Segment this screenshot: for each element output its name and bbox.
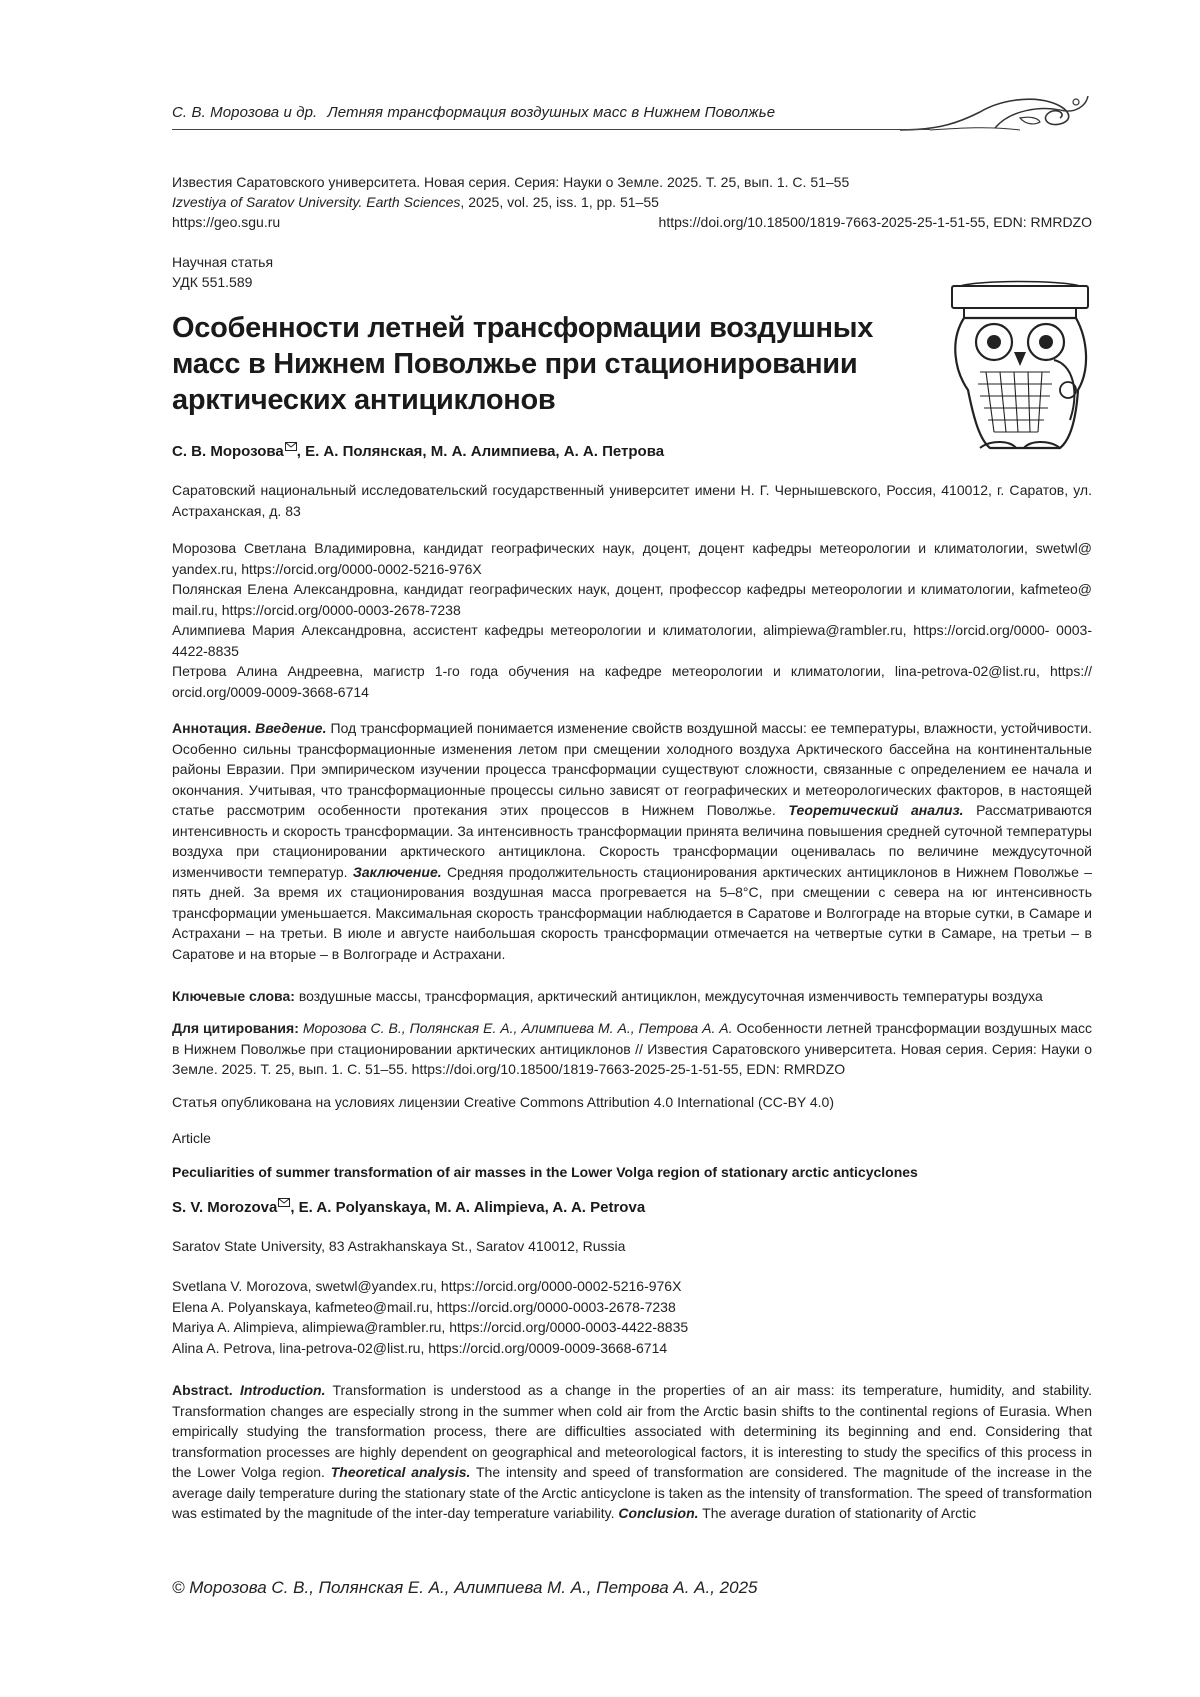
author-detail-en: Elena A. Polyanskaya, kafmeteo@mail.ru, https://orcid.org/0000-0003-2678-7238 <box>172 1298 676 1315</box>
journal-en-title: Izvestiya of Saratov University. Earth Sciences <box>172 194 461 210</box>
journal-ru: Известия Саратовского университета. Новая серия. Серия: Науки о Земле. 2025. Т. 25, вып. 1. С. 51–55 <box>172 174 850 190</box>
author-detail-en: Alina A. Petrova, lina-petrova-02@list.ru, https://orcid.org/0009-0009-3668-6714 <box>172 1339 668 1356</box>
running-head-title: Летняя трансформация воздушных масс в Нижнем Поволжье <box>327 104 776 121</box>
keywords-label: Ключевые слова: <box>172 988 295 1004</box>
keywords-ru <box>172 986 1092 1007</box>
conclusion-text: Средняя продолжительность стационирования арктических антициклонов в Нижнем Поволжье – пять дней. За время их стационирования воздушная масса прогревается на 5–8°С, при смещении с севера на юг интенсивность трансформации уменьшается. Максимальная скорость трансформации наблюдается в Саратове и Волгограде на вторые сутки, в Самаре и Астрахани – на третьи. В июле и августе наибольшая скорость трансформации отмечается на четвертые сутки в Самаре, на третьи – в Саратове и на вторые – в Волгограде и Астрахани. <box>172 863 1092 962</box>
journal-doi-link[interactable]: https://doi.org/10.18500/1819-7663-2025-25-1-51-55, EDN: RMRDZO <box>658 214 1092 230</box>
citation-authors: Морозова С. В., Полянская Е. А., Алимпиева М. А., Петрова А. А. <box>298 1020 733 1036</box>
license-text: Статья опубликована на условиях лицензии Creative Commons Attribution 4.0 International (CC-BY 4.0) <box>172 1094 835 1110</box>
author-detail: Полянская Елена Александровна, кандидат географических наук, доцент, профессор кафедры метеорологии и климатологии, kafmeteo@ mail.ru, https://orcid.org/0000-0003-2678-7238 <box>172 581 1092 618</box>
authors-en <box>172 1198 645 1216</box>
first-author-en: S. V. Morozova <box>172 1199 278 1216</box>
owl-emblem-icon <box>950 280 1090 455</box>
mail-icon[interactable] <box>285 442 297 451</box>
affiliation-ru: Саратовский национальный исследовательский государственный университет имени Н. Г. Чернышевского, Россия, 410012, г. Саратов, ул. Астраханская, д. 83 <box>172 482 1092 519</box>
author-details-ru <box>172 538 1092 702</box>
article-type: Научная статья <box>172 254 274 270</box>
mail-icon[interactable] <box>278 1198 290 1207</box>
abstract-label: Abstract. <box>172 1382 233 1398</box>
running-head <box>172 104 775 121</box>
citation-text: Особенности летней трансформации воздушных масс в Нижнем Поволжье при стационировании арктических антициклонов // Известия Саратовского университета. Новая серия. Серия: Науки о Земле. 2025. Т. 25, вып. 1. С. 51–55. https://doi.org/10.18500/1819-7663-2025-25-1-51-55, EDN: RMRDZO <box>172 1020 1092 1077</box>
author-detail: Петрова Алина Андреевна, магистр 1-го года обучения на кафедре метеорологии и климатологии, lina-petrova-02@list.ru, https:// orcid.org/0009-0009-3668-6714 <box>172 663 1092 700</box>
author-details-en <box>172 1276 1092 1358</box>
copyright-notice: © Морозова С. В., Полянская Е. А., Алимпиева М. А., Петрова А. А., 2025 <box>172 1578 758 1597</box>
udc: УДК 551.589 <box>172 274 253 290</box>
article-type-en: Article <box>172 1130 211 1146</box>
author-detail: Алимпиева Мария Александровна, ассистент кафедры метеорологии и климатологии, alimpiewa@rambler.ru, https://orcid.org/0000- 0003-4422-8835 <box>172 622 1092 659</box>
annotation-label: Аннотация. <box>172 720 252 736</box>
intro-text: Под трансформацией понимается изменение свойств воздушной массы: ее температуры, влажности, устойчивости. Особенно сильны трансформационные изменения летом при смещении холодного воздуха Арктического бассейна на континентальные районы Евразии. При эмпирическом изучении процесса трансформации существуют сложности, связанные с определением ее начала и окончания. Учитывая, что трансформационные процессы сильно зависят от географических и метеорологических факторов, в настоящей статье рассмотрим особенности протекания этих процессов в Нижнем Поволжье. <box>172 720 1093 818</box>
affiliation-en: Saratov State University, 83 Astrakhanskaya St., Saratov 410012, Russia <box>172 1238 626 1254</box>
abstract-en <box>172 1380 1092 1524</box>
journal-info <box>172 172 1092 232</box>
theory-text-en: The intensity and speed of transformation are considered. The magnitude of the increase in the average daily temperature during the stationary state of the Arctic anticyclone is taken as the intensity of transformation. The speed of transformation was estimated by the magnitude of the inter-day temperature variability. <box>172 1464 1092 1521</box>
article-title-en: Peculiarities of summer transformation of air masses in the Lower Volga region of stationary arctic anticyclones <box>172 1164 918 1180</box>
journal-en <box>172 192 1092 212</box>
running-head-authors: С. В. Морозова и др. <box>172 104 318 121</box>
authors-ru <box>172 442 664 460</box>
author-detail: Морозова Светлана Владимировна, кандидат географических наук, доцент, доцент кафедры метеорологии и климатологии, swetwl@ yandex.ru, https://orcid.org/0000-0002-5216-976X <box>172 540 1092 577</box>
theory-text: Рассматриваются интенсивность и скорость трансформации. За интенсивность трансформации принята величина повышения средней суточной температуры воздуха при стационировании арктического антициклона. Скорость трансформации оценивалась по величине междусуточной изменчивости температур. <box>172 802 1093 880</box>
annotation-ru <box>172 718 1092 964</box>
conclusion-text-en: The average duration of stationarity of Arctic <box>698 1505 977 1521</box>
first-author: С. В. Морозова <box>172 443 284 460</box>
intro-text-en: Transformation is understood as a change in the properties of an air mass: its temperature, humidity, and stability. Transformation changes are especially strong in the summer when cold air from the Arctic basin shifts to the continental regions of Eurasia. When empirically studying the transformation process, there are difficulties associated with determining its beginning and end. Considering that transformation processes are highly dependent on geographical and meteorological factors, it is interesting to study the specifics of this process in the Lower Volga region. <box>172 1382 1092 1480</box>
other-authors: , Е. А. Полянская, М. А. Алимпиева, А. А. Петрова <box>296 443 665 460</box>
citation-label: Для цитирования: <box>172 1020 299 1036</box>
conclusion-label: Заключение. <box>352 863 442 880</box>
keywords-text: воздушные массы, трансформация, арктический антициклон, междусуточная изменчивость температуры воздуха <box>294 988 1043 1004</box>
theory-label: Теоретический анализ. <box>788 802 964 818</box>
journal-site-link[interactable]: https://geo.sgu.ru <box>172 214 281 230</box>
author-detail-en: Svetlana V. Morozova, swetwl@yandex.ru, https://orcid.org/0000-0002-5216-976X <box>172 1278 682 1294</box>
conclusion-label-en: Conclusion. <box>618 1505 699 1521</box>
citation-ru <box>172 1018 1092 1080</box>
theory-label-en: Theoretical analysis. <box>330 1464 471 1480</box>
intro-label-en: Introduction. <box>239 1382 326 1398</box>
author-detail-en: Mariya A. Alimpieva, alimpiewa@rambler.ru, https://orcid.org/0000-0003-4422-8835 <box>172 1319 689 1335</box>
article-title: Особенности летней трансформации воздушных масс в Нижнем Поволжье при стационировании арктических антициклонов <box>172 312 874 416</box>
intro-label: Введение. <box>255 720 327 736</box>
other-authors-en: , E. A. Polyanskaya, M. A. Alimpieva, A. A. Petrova <box>290 1199 646 1216</box>
header-rule <box>172 129 930 130</box>
article-type-block <box>172 252 273 292</box>
journal-en-rest: , 2025, vol. 25, iss. 1, pp. 51–55 <box>460 194 659 210</box>
